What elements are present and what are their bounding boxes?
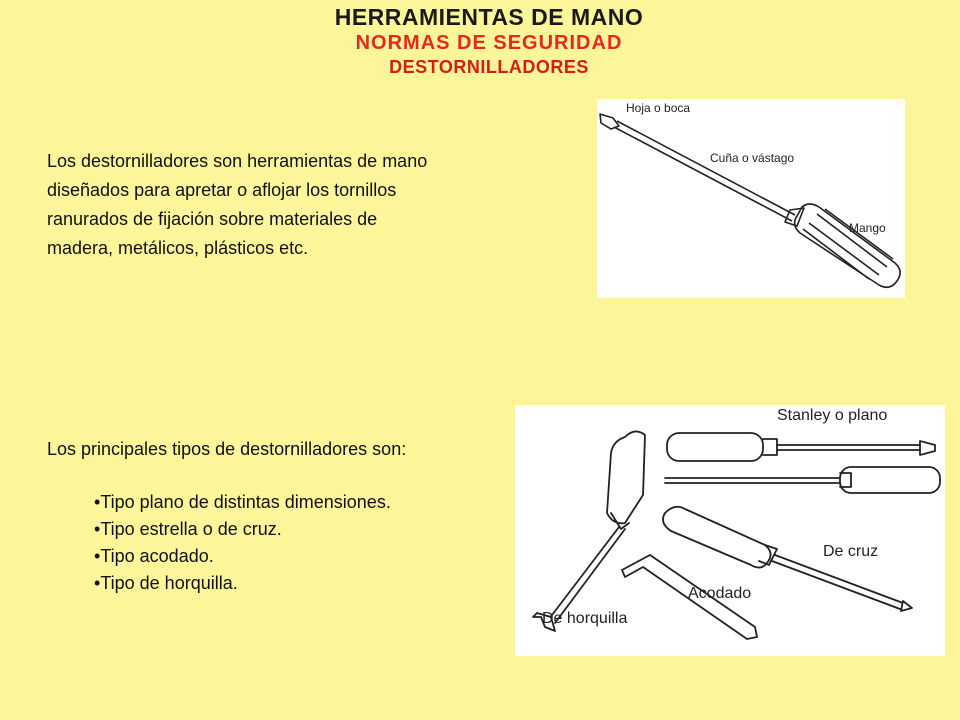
offset-type-label: Acodado	[688, 585, 752, 602]
list-item: • Tipo de horquilla.	[94, 571, 391, 598]
intro-line: diseñados para apretar o aflojar los tornillos	[47, 180, 397, 200]
intro-line: madera, metálicos, plásticos etc.	[47, 238, 309, 258]
types-heading: Los principales tipos de destornilladores son:	[47, 439, 407, 459]
screwdriver-parts-figure	[597, 99, 905, 298]
handle-label: Mango	[849, 221, 886, 235]
cross-type-label: De cruz	[823, 543, 879, 560]
section-title: DESTORNILLADORES	[389, 57, 589, 77]
screwdriver-types-figure	[515, 405, 945, 656]
title-block	[0, 4, 960, 79]
fork-type-label: De horquilla	[542, 610, 628, 627]
list-item: • Tipo acodado.	[94, 544, 391, 571]
page-subtitle: NORMAS DE SEGURIDAD	[355, 32, 623, 54]
intro-paragraph	[47, 147, 547, 263]
types-list	[94, 490, 391, 598]
shaft-label: Cuña o vástago	[710, 151, 795, 165]
intro-line: ranurados de fijación sobre materiales de	[47, 209, 378, 229]
screwdriver-parts-illustration	[597, 99, 905, 298]
list-item: • Tipo plano de distintas dimensiones.	[94, 490, 391, 517]
intro-line: Los destornilladores son herramientas de mano	[47, 151, 428, 171]
blade-label: Hoja o boca	[626, 101, 691, 115]
page-title: HERRAMIENTAS DE MANO	[334, 4, 644, 30]
flat-type-label: Stanley o plano	[777, 407, 888, 424]
list-item: • Tipo estrella o de cruz.	[94, 517, 391, 544]
